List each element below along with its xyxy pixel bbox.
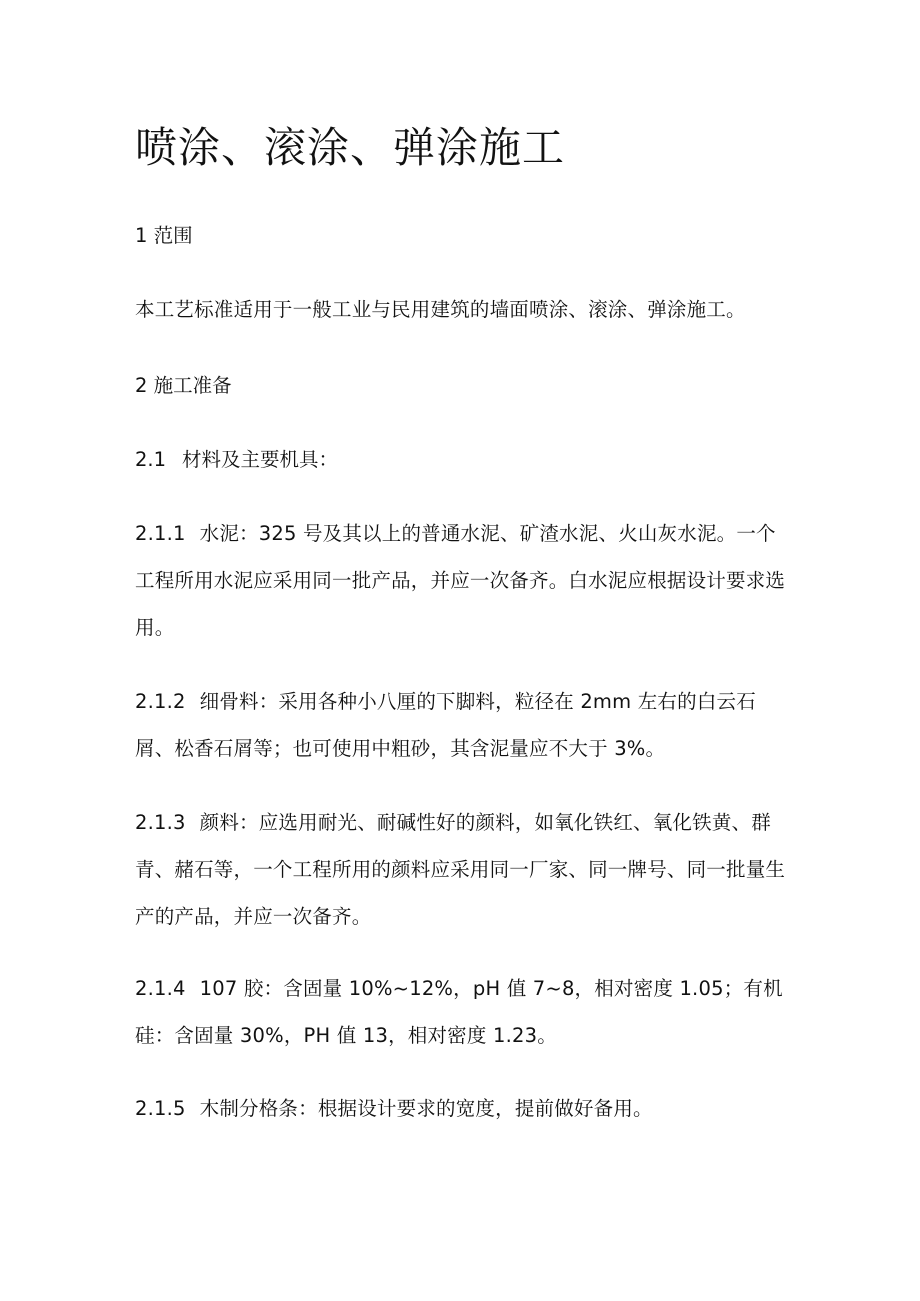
document-title: 喷涂、滚涂、弹涂施工 <box>135 123 566 172</box>
item-text: 木制分格条：根据设计要求的宽度，提前做好备用。 <box>199 1097 653 1120</box>
item-2-1-1 <box>135 510 787 651</box>
item-text: 颜料：应选用耐光、耐碱性好的颜料，如氧化铁红、氧化铁黄、群青、赭石等，一个工程所用的颜料应采用同一厂家、同一牌号、同一批量生产的产品，并应一次备齐。 <box>135 811 786 928</box>
item-number: 2.1.1 <box>135 522 186 545</box>
item-number: 2.1.2 <box>135 690 186 713</box>
subsection-2-1-number: 2.1 <box>135 448 167 471</box>
item-2-1-2 <box>135 678 787 772</box>
item-number: 2.1.5 <box>135 1097 186 1120</box>
section-1-body: 本工艺标准适用于一般工业与民用建筑的墙面喷涂、滚涂、弹涂施工。 <box>135 298 746 321</box>
item-text: 107 胶：含固量 10%~12%，pH 值 7~8，相对密度 1.05；有机硅：含固量 30%，PH 值 13，相对密度 1.23。 <box>135 977 783 1047</box>
subsection-2-1-heading <box>135 436 338 483</box>
section-2-heading: 2 施工准备 <box>135 374 232 397</box>
item-2-1-3 <box>135 799 787 940</box>
item-2-1-4 <box>135 965 787 1059</box>
subsection-2-1-text: 材料及主要机具： <box>182 448 339 471</box>
item-text: 细骨料：采用各种小八厘的下脚料，粒径在 2mm 左右的白云石屑、松香石屑等；也可使用中粗砂，其含泥量应不大于 3%。 <box>135 690 756 760</box>
item-2-1-5 <box>135 1085 787 1132</box>
item-number: 2.1.3 <box>135 811 186 834</box>
item-text: 水泥：325 号及其以上的普通水泥、矿渣水泥、火山灰水泥。一个工程所用水泥应采用同一批产品，并应一次备齐。白水泥应根据设计要求选用。 <box>135 522 786 639</box>
item-number: 2.1.4 <box>135 977 186 1000</box>
section-1-heading: 1 范围 <box>135 224 193 247</box>
